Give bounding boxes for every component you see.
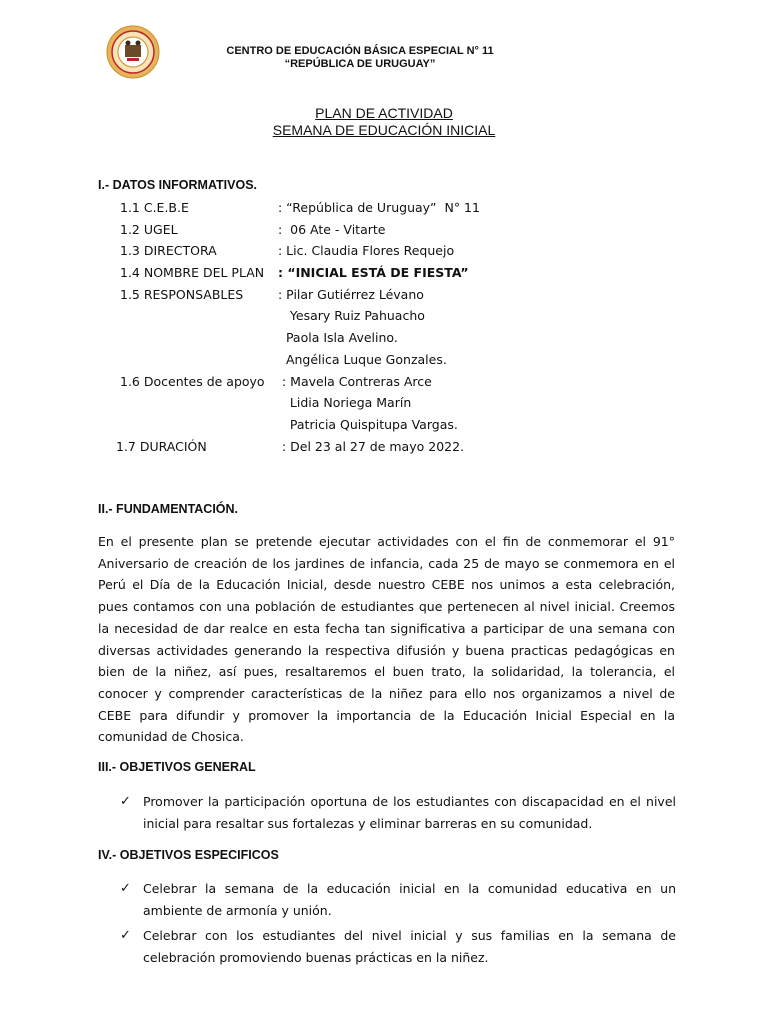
list-item-text: Celebrar con los estudiantes del nivel inicial y sus familias en la semana de celebración promoviendo buenas prácticas en la niñez. [143, 928, 676, 965]
info-label: 1.2 UGEL [120, 222, 178, 237]
check-icon: ✓ [120, 928, 131, 943]
info-label: 1.4 NOMBRE DEL PLAN [120, 265, 265, 280]
info-value: : Mavela Contreras Arce [278, 374, 432, 389]
document-title [0, 105, 768, 139]
school-seal-logo [106, 25, 160, 79]
list-item [120, 925, 676, 968]
school-name: CENTRO DE EDUCACIÓN BÁSICA ESPECIAL N° 11 [226, 45, 494, 57]
info-value: : 06 Ate - Vitarte [278, 222, 386, 237]
fundamentacion-paragraph: En el presente plan se pretende ejecutar actividades con el fin de conmemorar el 91° Aniversario de creación de los jardines de infancia, cada 25 de mayo se conmemora en el Perú el Día de la Educación Inicial, desde nuestro CEBE nos unimos a esta celebración, pues contamos con una población de estudiantes que pertenecen al nivel inicial. Creemos la necesidad de dar realce en esta fecha tan significativa a participar de una semana con diversas actividades generando la respectiva difusión y buena practicas pedagógicas en bien de la niñez, así pues, resaltaremos el buen trato, la solidaridad, la tolerancia, el conocer y comprender características de la niñez para ello nos organizamos a nivel de CEBE para difundir y promover la importancia de la Educación Inicial Especial en la comunidad de Chosica. [98, 534, 675, 745]
info-value: Angélica Luque Gonzales. [278, 352, 447, 367]
info-value: : Pilar Gutiérrez Lévano [278, 287, 424, 302]
section-1-heading: I.- DATOS INFORMATIVOS. [98, 178, 258, 192]
info-value: : Del 23 al 27 de mayo 2022. [278, 439, 465, 454]
info-label: 1.1 C.E.B.E [120, 200, 189, 215]
list-item [120, 878, 676, 921]
info-value: Yesary Ruiz Pahuacho [278, 308, 425, 323]
school-header [160, 45, 560, 71]
info-value: Lidia Noriega Marín [278, 395, 412, 410]
list-item-text: Celebrar la semana de la educación inicial en la comunidad educativa en un ambiente de armonía y unión. [143, 881, 676, 918]
objetivos-especificos-list [120, 878, 676, 972]
info-label: 1.3 DIRECTORA [120, 243, 217, 258]
info-label: 1.5 RESPONSABLES [120, 287, 244, 302]
check-icon: ✓ [120, 881, 131, 896]
section-4-heading: IV.- OBJETIVOS ESPECIFICOS [98, 848, 279, 862]
section-3-heading: III.- OBJETIVOS GENERAL [98, 760, 256, 774]
school-subname: “REPÚBLICA DE URUGUAY” [284, 58, 436, 70]
info-label: 1.7 DURACIÓN [116, 439, 207, 454]
info-value: : “República de Uruguay” N° 11 [278, 200, 480, 215]
info-value: : “INICIAL ESTÁ DE FIESTA” [278, 265, 469, 280]
list-item [120, 791, 676, 834]
list-item-text: Promover la participación oportuna de los estudiantes con discapacidad en el nivel inicial para resaltar sus fortalezas y eliminar barreras en su comunidad. [143, 794, 676, 831]
title-line-1: PLAN DE ACTIVIDAD [315, 105, 453, 121]
title-line-2: SEMANA DE EDUCACIÓN INICIAL [272, 122, 496, 138]
section-2-heading: II.- FUNDAMENTACIÓN. [98, 502, 239, 516]
info-value: : Lic. Claudia Flores Requejo [278, 243, 455, 258]
info-value: Paola Isla Avelino. [278, 330, 398, 345]
check-icon: ✓ [120, 794, 131, 809]
info-label: 1.6 Docentes de apoyo [120, 374, 265, 389]
info-value: Patricia Quispitupa Vargas. [278, 417, 458, 432]
objetivos-general-list [120, 791, 676, 838]
